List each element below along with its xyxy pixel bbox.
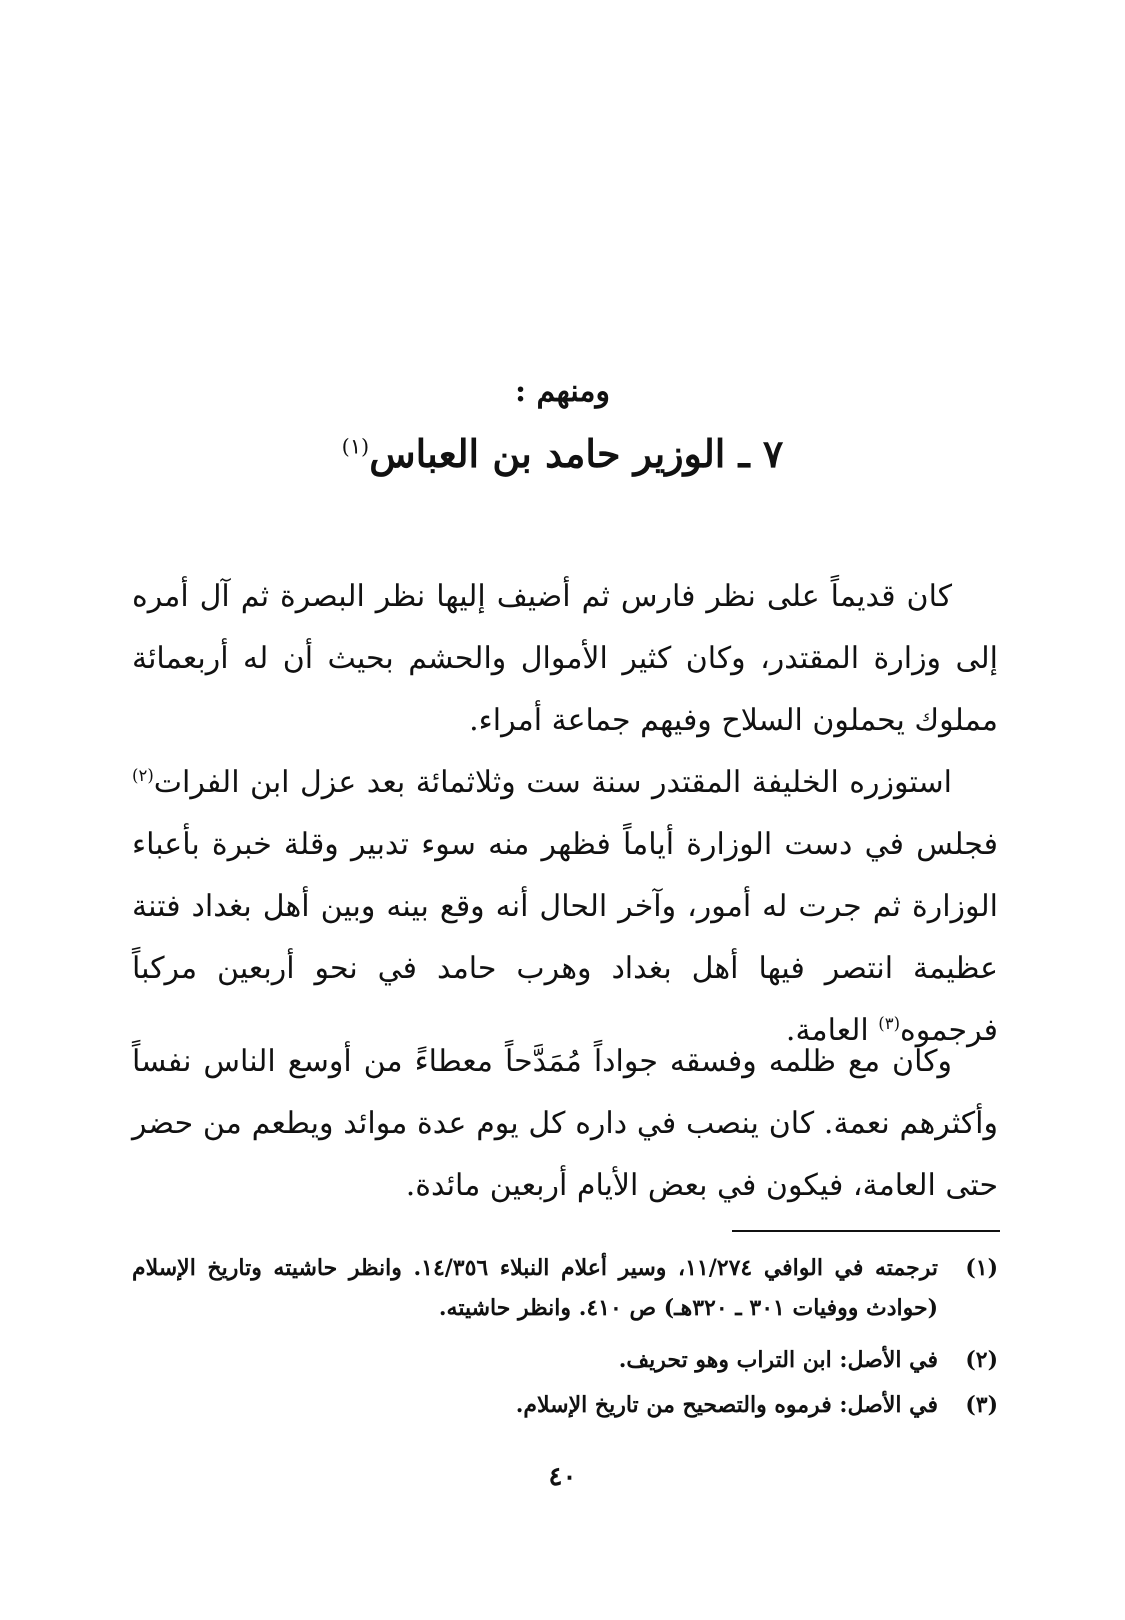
paragraph-3 [132, 1031, 998, 1217]
footnote-1-number: (١) [965, 1255, 998, 1281]
paragraph-1 [132, 566, 998, 752]
footnote-2-text: في الأصل: ابن التراب وهو تحريف. [618, 1347, 938, 1373]
footnote-2-number: (٢) [965, 1347, 998, 1373]
footnote-3-number: (٣) [965, 1392, 998, 1418]
paragraph-2 [132, 752, 998, 1062]
footnote-3 [132, 1385, 998, 1425]
section-intro: ومنهم : [515, 374, 610, 409]
footnote-3-text: في الأصل: فرموه والتصحيح من تاريخ الإسلام. [515, 1392, 938, 1418]
footnote-1-text: ترجمته في الوافي ١١/٢٧٤، وسير أعلام النبلاء ١٤/٣٥٦. وانظر حاشيته وتاريخ الإسلام (حوادث ووفيات ٣٠١ ـ ٣٢٠هـ) ص ٤١٠. وانظر حاشيته. [132, 1255, 939, 1321]
page-number: ٤٠ [548, 1462, 577, 1492]
footnote-marker-3: (٣) [878, 1014, 900, 1033]
paragraph-2-part-a: استوزره الخليفة المقتدر سنة ست وثلاثمائة بعد عزل ابن الفرات [153, 765, 952, 800]
paragraph-3-text: وكان مع ظلمه وفسقه جواداً مُمَدَّحاً معطاءً من أوسع الناس نفساً وأكثرهم نعمة. كان ينصب في داره كل يوم عدة موائد ويطعم من حضر حتى العامة، فيكون في بعض الأيام أربعين مائدة. [132, 1044, 998, 1203]
paragraph-2-part-b: فجلس في دست الوزارة أياماً فظهر منه سوء تدبير وقلة خبرة بأعباء الوزارة ثم جرت له أمور، وآخر الحال أنه وقع بينه وبين أهل بغداد فتنة عظيمة انتصر فيها أهل بغداد وهرب حامد في نحو أربعين مركباً فرجموه [132, 827, 998, 1048]
footnote-1 [132, 1248, 998, 1328]
entry-heading-text: ٧ ـ الوزير حامد بن العباس [369, 431, 784, 476]
paragraph-1-text: كان قديماً على نظر فارس ثم أضيف إليها نظر البصرة ثم آل أمره إلى وزارة المقتدر، وكان كثير الأموال والحشم بحيث أن له أربعمائة مملوك يحملون السلاح وفيهم جماعة أمراء. [132, 579, 998, 738]
footnote-2 [132, 1340, 998, 1380]
paragraph-2-part-c: العامة. [785, 1013, 879, 1048]
footnote-marker-1: (١) [341, 434, 370, 459]
footnote-divider [732, 1230, 1000, 1232]
paragraph-2-text [132, 752, 998, 1062]
footnote-marker-2: (٢) [132, 766, 154, 785]
entry-heading [0, 428, 1125, 480]
